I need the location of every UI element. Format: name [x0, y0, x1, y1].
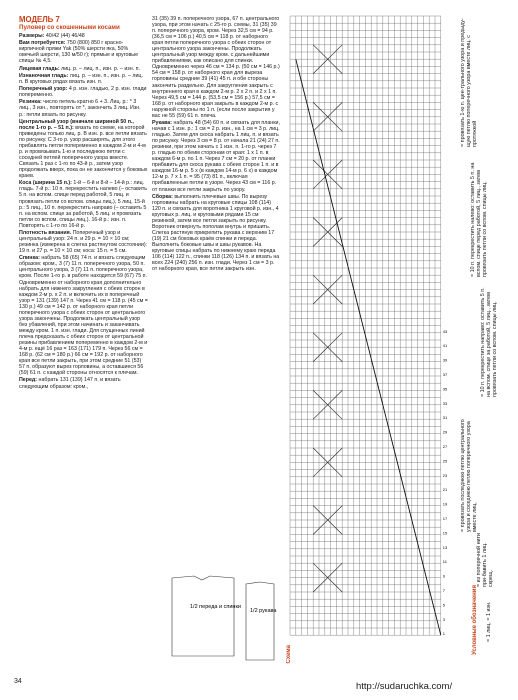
legend-items-basic — [486, 597, 518, 642]
chart-row-label: 43 — [442, 328, 448, 334]
chart-row-label: 5 — [442, 602, 446, 608]
paragraph-label: Коса (ширина 15 п.): — [19, 180, 72, 187]
paragraph-label: Резинка: — [19, 99, 42, 106]
chart-row-label: 31 — [442, 415, 448, 421]
paragraph-label: Спинка: — [19, 255, 40, 262]
col2-paragraph — [152, 16, 280, 119]
col1-paragraph — [19, 73, 148, 85]
legend-note-2: = 10 п. перекрестить налево: оставить 5 п. на вспом. спице перед работой, 5 лиц., затем провязать петли со вспом. спицы лиц. — [470, 162, 488, 277]
paragraph-text: 31 (35) 39 п. поперечного узора, 67 п. центрального узора, при этом начать с 25-го р. схемы, 31 (35) 39 п. поперечного узора, кром. Через 32,5 см = 94 р. (36,5 см = 106 р.) 40,5 см = 118 р. от наборного края петли поперечного узора с обеих сторон от центрального узора закончены. Продолжать центральный узор между кром. с дальнейшими прибавлениями, как описано для спинки. Одновременно через 46 см = 134 р. (50 см = 146 р.) 54 см = 158 р. от наборного края для выреза горловины средние 39 (41) 45 п. и обе стороны закончить раздельно. Для закругления закрыть с внутреннего края в каждом 2-м р. 2 х 2 п. и 2 х 1 п. Через 49,5 см = 144 р. (53,5 см = 156 р.) 57,5 см = 168 р. от наборного края закрыть в каждом 2-м р. с наружной стороны по 1 п. (если после закрытия у вас не 55 (59) 61 п. плеча. — [152, 16, 280, 119]
front-label: 1/2 переда и спинки — [190, 604, 241, 610]
chart-row-label: 29 — [442, 429, 448, 435]
chart-row-label: 25 — [442, 458, 448, 464]
legend-item-4: = провязать последнюю петлю центрального узора и соседнюю петлю поперечного узора вместе лиц. — [460, 419, 478, 532]
paragraph-text: 40/42 (44) 46/48 — [44, 33, 85, 39]
sleeve-label: 1/2 рукава — [250, 608, 277, 614]
paragraph-text: Поперечный узор и центральный узор: 24 п. и 29 р. = 10 × 10 см; резинка (измерена в слегка растянутом состоянии): 19 п. и 27 р. = 10 × 10 см; коса: 15 п. = 5 см. — [19, 229, 148, 255]
pattern-text-column-2 — [152, 16, 280, 274]
paragraph-label: Вам потребуется: — [19, 40, 66, 47]
paragraph-text: набрать 58 (65) 74 п. и вязать следующим образом: кром., 3 (7) 11 п. поперечного узора, 50 п. центрального узора, 3 (7) 11 п. поперечного узора, кром. После 1-го р. в работе находится 59 (67) 75 п. Одновременно от наборного края дополнительно набрать для нижнего закругления с обеих сторон в каждом 2-м р. х 2 п. и включить их в поперечный узор = 131 (139) 147 п. Через 41 см = 118 р. (45 см = 130 р.) 49 см = 142 р. от наборного края петли поперечного узора с обеих сторон от центрального узора закончены. Продолжать центральный узор без убавлений, при этом начинать и заканчивать между кром. 1 п. изн. глади. Для спущенных линий плеча предсказать с обеих сторон от центральной резины прибавлением попеременно в каждом 2-м и 4-м р. ещё 16 раз = 163 (171) 179 п. Через 56 см = 168 р. (62 см = 180 р.) 66 см = 192 р. от наборного края все петли закрыть, при этом средние 51 (53) 57 п. образуют вырез горловины, а оставшиеся 56 (59) 61 п. с каждой стороны относятся к плечам. — [19, 255, 148, 377]
legend-note-3: = 10 п. перекрестить направо: оставить 5 п. на вспом. спице за работой, 5 лиц., затем провязать петли со вспом. спицы лиц. — [480, 287, 498, 397]
col1-paragraph — [19, 180, 148, 228]
paragraph-text: набрать 48 (54) 60 п. и связать для планки, начав с 1 изн. р.: 1 см = 2 р. изн., на 1 см = 3 р. лиц. гладью. Затем для скоса набрать 1 лиц. п. и вязать по рисунку. Через 3 см = 8 р. от начала 21 (24) 27 п. резинки, при этом начать с 1 изн. п. 1-го р. через 7 р. гладью по обеим сторонам от края: 1 х 1 п. в каждом 6-м р. по 1 п. Через 7 см = 20 р. от планки прибавить для скоса рукава с обеих сторон 1 п. и в каждом 16-м р. 5 х (в каждом 14-м р. 6 х) в каждом 12-м р. 7 х 1 п. = 95 (73) 81 п., включая прибавленные петли в узоре. Через 43 см = 116 р. от планки все петли закрыть по узору. — [152, 119, 280, 193]
paragraph-label: Центральный узор (вначале шириной 50 п., после 1-го р. – 51 п.): — [19, 118, 134, 131]
chart-row-label: 23 — [442, 472, 448, 478]
legend-note-1: = провязать 1-ю п. цен-трального узора и предыду-щую петлю поперечного узора вместе лиц. с протяжкой — [460, 18, 478, 147]
col2-paragraph — [152, 194, 280, 273]
legend-item-1: = 1 лиц. — [486, 622, 492, 642]
chart-row-label: 19 — [442, 501, 448, 507]
col1-paragraph — [19, 119, 148, 179]
legend-item-3: = из поперечной нити при-бавить 1 лиц. скрещ. — [476, 532, 494, 587]
legend-item-2: = 1 изн. — [486, 601, 492, 621]
chart-row-label: 33 — [442, 400, 448, 406]
col1-paragraph — [19, 40, 148, 64]
col1-paragraph — [19, 99, 148, 117]
chart-row-label: 11 — [442, 559, 447, 565]
chart-row-label: 27 — [442, 444, 448, 449]
col1-paragraph — [19, 66, 148, 72]
legend-title: Условные обозначения — [472, 585, 478, 655]
paragraph-text: набрать 131 (139) 147 п. и вязать следующим образом: кром., — [19, 377, 121, 390]
chart-row-label: 39 — [442, 357, 448, 363]
chart-row-label: 17 — [442, 516, 448, 521]
col1-paragraph — [19, 255, 148, 376]
chart-grid — [290, 16, 441, 635]
paragraph-text: 1-й – 6-й и 8-й – 14-й р.: лиц. гладь. 7-й р.: 10 п. перекрестить налево (– оставить 5 п. на вспом. спице перед работой, 5 лиц. и провязать петли со вспом. спицы лиц.), 5 лиц. 15-й р.: 5 лиц., 10 п. перекрестить направо (– оставить 5 п. на вспом. спице за работой, 5 лиц. и провязать петли со вспом. спицы лиц.). 16-й р.: изн. п. Повторять с 1-го по 16-й р. — [19, 180, 148, 229]
page-number: 34 — [14, 678, 22, 685]
paragraph-label: Изнаночная гладь: — [19, 72, 69, 79]
paragraph-label: Размеры: — [19, 33, 45, 39]
chart-row-label: 35 — [442, 386, 448, 392]
paragraph-text: вязать по схеме, на которой приведены только лиц. р. В изн. р. все петли вязать по рисунку. С 3-го р. узор расширять, для этого прибавлять петли попеременно в каждом 2-м и 4-м р. и провязывать 1-ю и последнюю петли с соседней петлей поперечного узора вместе. Связать 1 раз с 1-го по 43-й р., затем узор продолжать вверх, пока он не закончится у боковых краев. — [19, 124, 148, 180]
paragraph-label: Рукава: — [152, 119, 172, 126]
col1-paragraph — [19, 377, 148, 389]
knitting-chart — [282, 10, 452, 660]
paragraph-text: 750 (800) 850 г красно-кирпичной пряжи Yak (50% шерсти яка, 50% овечьей шерсти, 130 м/50 г); прямые и круговые спицы № 4,5. — [19, 40, 139, 65]
chart-row-label: 21 — [442, 487, 448, 493]
paragraph-text: выполнить плечевые швы. По вырезу горловины набрать на круговые спицы 108 (114) 120 п. и связать для воротника 1 круговой р. изн., 4 круговых р. лиц. и круговыми рядами 15 см резинкой, затем все петли закрыть по рисунку. Воротник отвернуть пополам внутрь и пришить. Слегка растянув прикрепить рукава с верхним 17 (19) 21 см боковых краёв спинки и переда. Выполнить боковые швы и швы рукавов. На круговые спицы набрать по нижнему краю переда 106 (114) 122 п., спинки 118 (126) 134 п. и вязать на всех 224 (240) 256 п. изн. глади. Через 1 см = 3 р. от наборного края, все петли закрыть изн. — [152, 193, 280, 273]
chart-row-label: 7 — [442, 588, 446, 593]
pattern-text-column-1 — [19, 16, 148, 391]
paragraph-label: Плотность вязания. — [19, 229, 72, 236]
chart-row-label: 3 — [442, 616, 446, 622]
schematic-diagram — [150, 560, 282, 680]
chart-row-label: 1 — [442, 631, 446, 637]
paragraph-text: лиц. р. – лиц. п., изн. р. – изн. п. — [59, 65, 140, 72]
site-url: http://sudaruchka.com/ — [356, 681, 453, 692]
chart-row-label: 9 — [442, 573, 446, 579]
col2-paragraph — [152, 120, 280, 193]
paragraph-label: Перед: — [19, 377, 38, 384]
model-subtitle: Пуловер со скошенными косами — [19, 24, 120, 31]
paragraph-text: лиц. р. – изн. п., изн. р. – лиц. п. В круговых рядах вязать изн. п. — [19, 72, 143, 85]
paragraph-label: Лицевая гладь: — [19, 65, 60, 72]
chart-title: Схема — [286, 645, 292, 664]
paragraph-text: 4 р. изн. гладью, 2 р. изн. глади попеременно. — [19, 86, 147, 99]
col1-paragraph — [19, 86, 148, 98]
model-title: МОДЕЛЬ 7 — [19, 15, 60, 24]
chart-row-label: 13 — [442, 544, 448, 550]
chart-row-label: 15 — [442, 530, 448, 536]
col1-paragraph — [19, 33, 148, 39]
paragraph-label: Сборка: — [152, 193, 173, 200]
col1-paragraph — [19, 230, 148, 254]
paragraph-text: число петель кратно 6 + 3. Лиц. р.: * 3 лиц., 3 изн., повторять от *, закончить 3 лиц. Изн. р.: петли вязать по рисунку. — [19, 99, 141, 118]
paragraph-label: Поперечный узор: — [19, 86, 68, 93]
chart-row-label: 41 — [442, 343, 448, 349]
legend-column — [456, 12, 516, 652]
chart-row-label: 37 — [442, 372, 448, 377]
